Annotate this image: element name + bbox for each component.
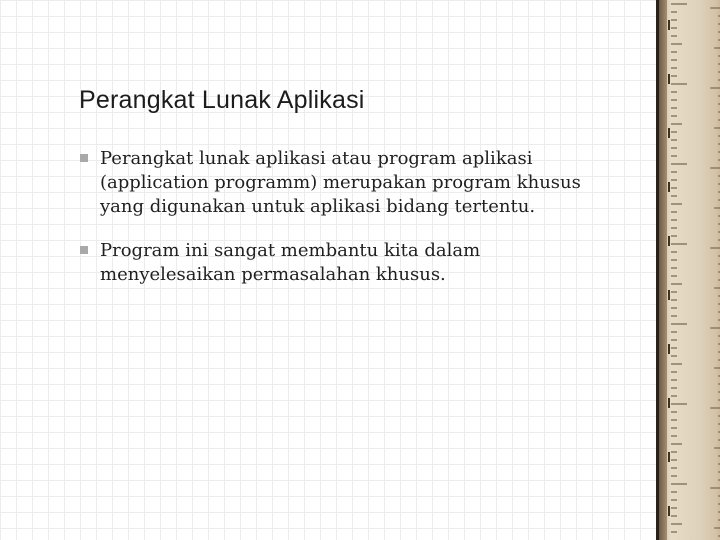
bullet-text: Perangkat lunak aplikasi atau program aplikasi (application programm) merupakan program khusus yang digunakan untuk aplikasi bidang tertentu. [100, 148, 581, 217]
square-bullet-icon [80, 246, 88, 254]
bullet-item [80, 239, 620, 287]
wooden-ruler-icon [656, 0, 720, 540]
bullet-item [80, 147, 620, 219]
bullet-list [80, 147, 620, 307]
ruler-ticks [659, 0, 720, 540]
slide-title: Perangkat Lunak Aplikasi [79, 86, 365, 114]
bullet-text: Program ini sangat membantu kita dalam menyelesaikan permasalahan khusus. [100, 240, 481, 285]
square-bullet-icon [80, 154, 88, 162]
